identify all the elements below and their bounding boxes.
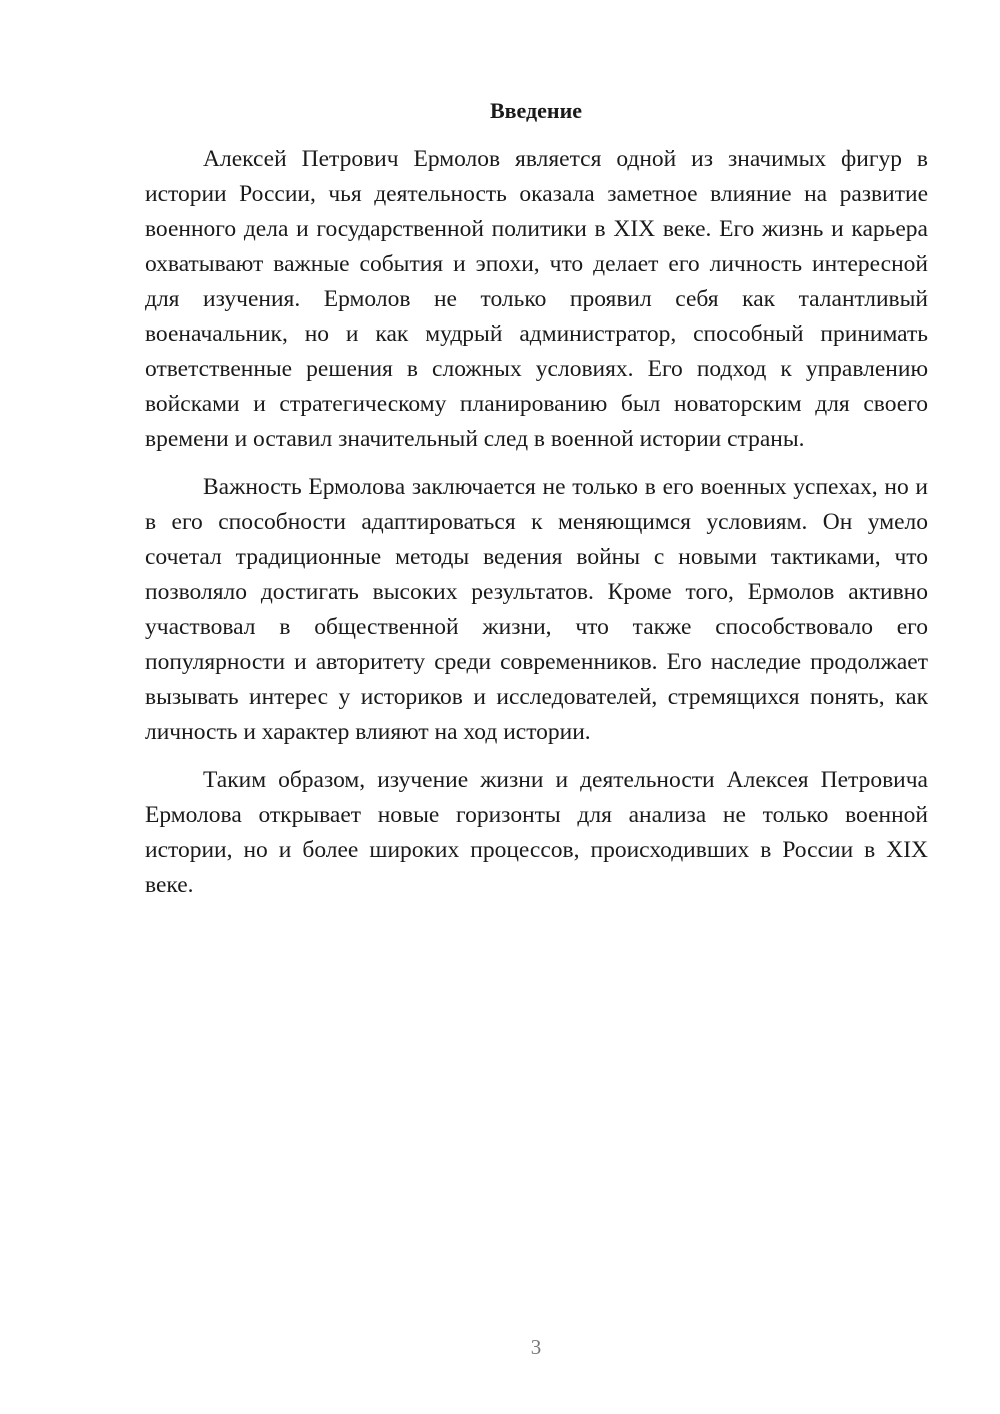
paragraph-3: Таким образом, изучение жизни и деятельности Алексея Петровича Ермолова открывает новые горизонты для анализа не только военной истории, но и более широких процессов, происходивших в России в XIX веке.	[145, 767, 928, 898]
paragraph-1: Алексей Петрович Ермолов является одной из значимых фигур в истории России, чья деятельность оказала заметное влияние на развитие военного дела и государственной политики в XIX веке. Его жизнь и карьера охватывают важные события и эпохи, что делает его личность интересной для изучения. Ермолов не только проявил себя как талантливый военачальник, но и как мудрый администратор, способный принимать ответственные решения в сложных условиях. Его подход к управлению войсками и стратегическому планированию был новаторским для своего времени и оставил значительный след в военной истории страны.	[145, 146, 928, 452]
paragraph-2: Важность Ермолова заключается не только в его военных успехах, но и в его способности адаптироваться к меняющимся условиям. Он умело сочетал традиционные методы ведения войны с новыми тактиками, что позволяло достигать высоких результатов. Кроме того, Ермолов активно участвовал в общественной жизни, что также способствовало его популярности и авторитету среди современников. Его наследие продолжает вызывать интерес у историков и исследователей, стремящихся понять, как личность и характер влияют на ход истории.	[145, 474, 928, 745]
document-body	[145, 142, 928, 903]
page-number: 3	[530, 1335, 542, 1359]
section-heading: Введение	[489, 98, 583, 123]
